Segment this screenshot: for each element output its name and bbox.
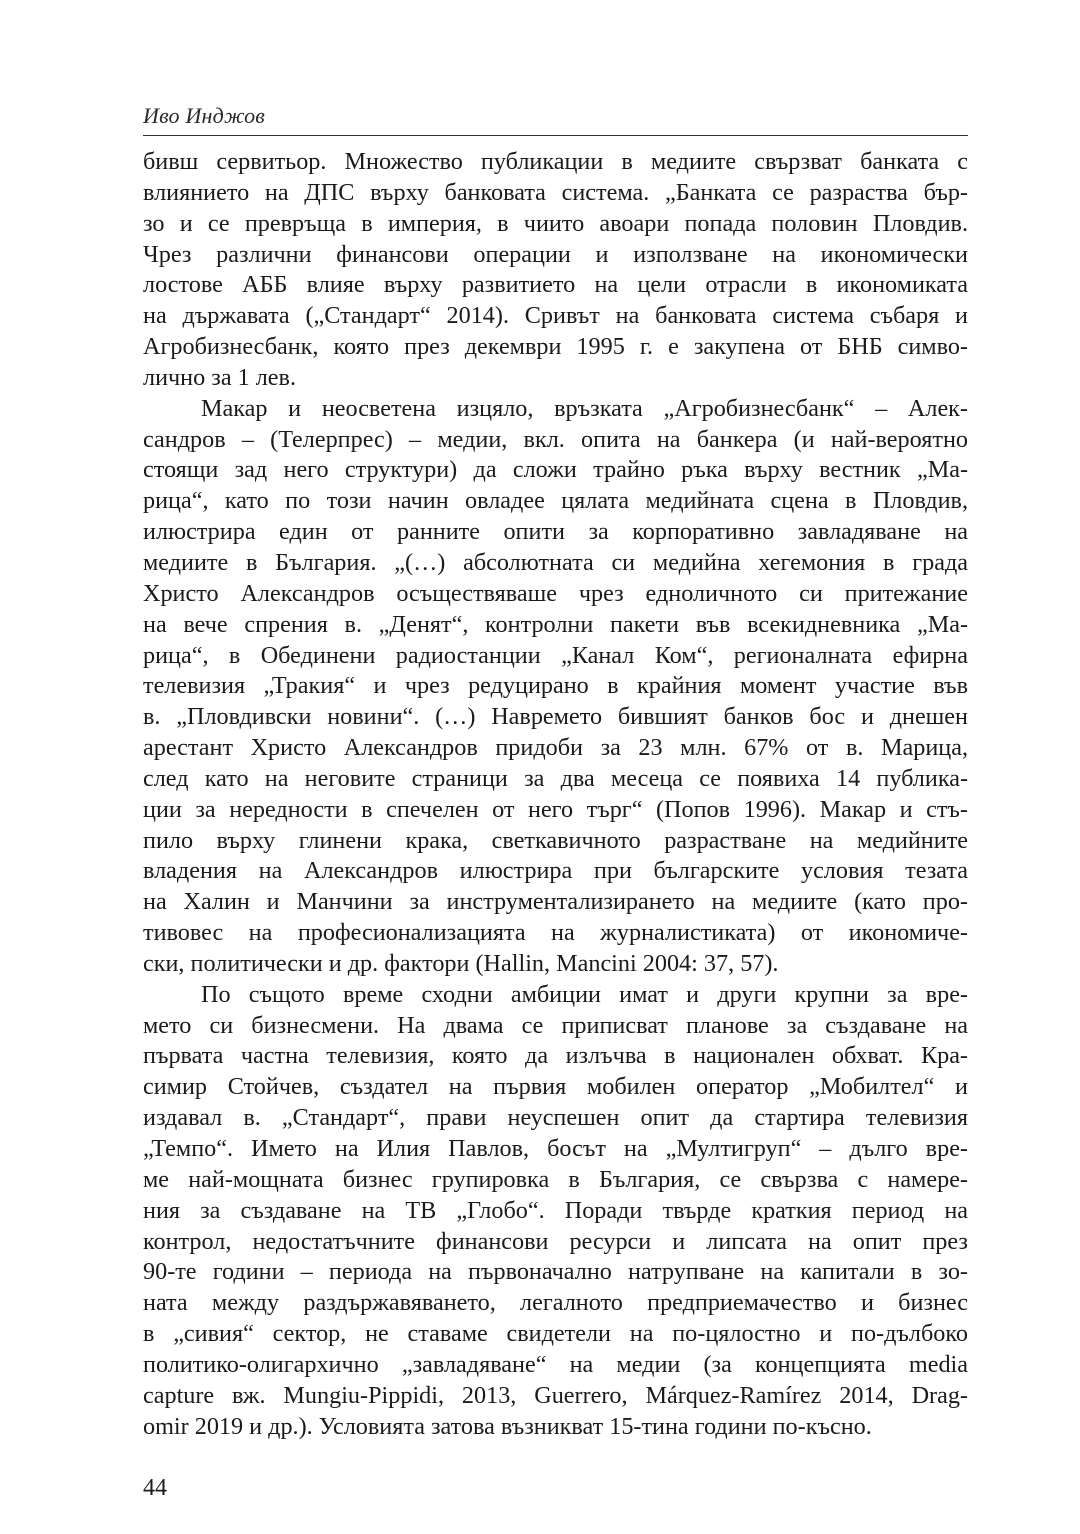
text-line: capture вж. Mungiu-Pippidi, 2013, Guerrero, Márquez-Ramírez 2014, Drag- [143,1381,968,1409]
text-line: „Темпо“. Името на Илия Павлов, босът на „Мултигруп“ – дълго вре- [143,1135,968,1162]
running-head-author: Иво Инджов [143,103,266,128]
text-line: ски, политически и др. фактори (Hallin, Mancini 2004: 37, 57). [143,949,779,977]
text-line: влиянието на ДПС върху банковата система. „Банката се разраства бър- [143,178,968,206]
text-line: лостове АББ влияе върху развитието на цели отрасли в икономиката [143,271,968,299]
paragraph-2 [143,394,968,980]
text-line: рица“, като по този начин овладее цялата медийната сцена в Пловдив, [143,487,968,515]
text-line: пило върху глинени крака, светкавичното разрастване на медийните [143,826,968,854]
text-line: в „сивия“ сектор, не ставаме свидетели на по-цялостно и по-дълбоко [143,1320,968,1348]
text-line: тивовес на професионализацията на журналистиката) от икономиче- [143,919,968,947]
text-line: 90-те години – периода на първоначално натрупване на капитали в зо- [143,1258,968,1286]
text-line: първата частна телевизия, която да излъчва в национален обхват. Кра- [143,1042,968,1070]
text-line: издавал в. „Стандарт“, прави неуспешен опит да стартира телевизия [143,1104,968,1132]
text-line: мето си бизнесмени. На двама се приписват планове за създаване на [143,1011,968,1039]
text-line: илюстрира един от ранните опити за корпоративно завладяване на [143,518,968,546]
text-line: на държавата („Стандарт“ 2014). Сривът на банковата система събаря и [143,302,968,330]
text-line: ния за създаване на ТВ „Глобо“. Поради твърде краткия период на [143,1196,968,1224]
paragraph-3 [143,980,968,1443]
text-line: арестант Христо Александров придоби за 23 млн. 67% от в. Марица, [143,734,968,762]
page-number: 44 [143,1475,167,1501]
body-text [143,147,968,1442]
text-line: симир Стойчев, създател на първия мобилен оператор „Мобилтел“ и [143,1073,968,1101]
text-line: ции за нередности в спечелен от него търг“ (Попов 1996). Макар и стъ- [143,795,968,823]
text-line: ната между раздържавяването, легалното предприемачество и бизнес [143,1289,968,1317]
text-line: Чрез различни финансови операции и използване на икономически [143,240,968,268]
text-line: телевизия „Тракия“ и чрез редуцирано в крайния момент участие във [143,672,968,700]
text-line: на вече спрения в. „Денят“, контролни пакети във всекидневника „Ма- [143,610,968,638]
text-line: след като на неговите страници за два месеца се появиха 14 публика- [143,764,968,792]
text-line: политико-олигархично „завладяване“ на медии (за концепцията media [143,1350,968,1378]
text-line: Макар и неосветена изцяло, връзката „Агробизнесбанк“ – Алек- [201,394,968,422]
text-line: в. „Пловдивски новини“. (…) Навремето бившият банков бос и днешен [143,703,968,731]
text-line: По същото време сходни амбиции имат и други крупни за вре- [201,980,968,1008]
text-line: лично за 1 лев. [143,363,297,391]
text-line: рица“, в Обединени радиостанции „Канал Ком“, регионалната ефирна [143,641,968,669]
paragraph-1 [143,147,968,394]
text-line: медиите в България. „(…) абсолютната си медийна хегемония в града [143,548,968,576]
text-line: стоящи зад него структури) да сложи трайно ръка върху вестник „Ма- [143,456,968,484]
text-line: Христо Александров осъществяваше чрез едноличното си притежание [143,579,968,607]
text-line: зо и се превръща в империя, в чиито авоари попада половин Пловдив. [143,209,968,237]
text-line: ме най-мощната бизнес групировка в България, се свързва с намере- [143,1165,968,1193]
text-line: бивш сервитьор. Множество публикации в медиите свързват банката с [143,148,968,175]
running-head [143,103,968,136]
text-line: Агробизнесбанк, която през декември 1995 г. е закупена от БНБ симво- [143,333,968,361]
text-line: на Халин и Манчини за инструментализирането на медиите (като про- [143,888,968,916]
text-line: владения на Александров илюстрира при българските условия тезата [143,857,968,885]
text-line: контрол, недостатъчните финансови ресурси и липсата на опит през [143,1227,968,1255]
text-line: сандров – (Телерпрес) – медии, вкл. опита на банкера (и най-вероятно [143,425,968,453]
text-line: omir 2019 и др.). Условията затова възникват 15-тина години по-късно. [143,1412,872,1440]
